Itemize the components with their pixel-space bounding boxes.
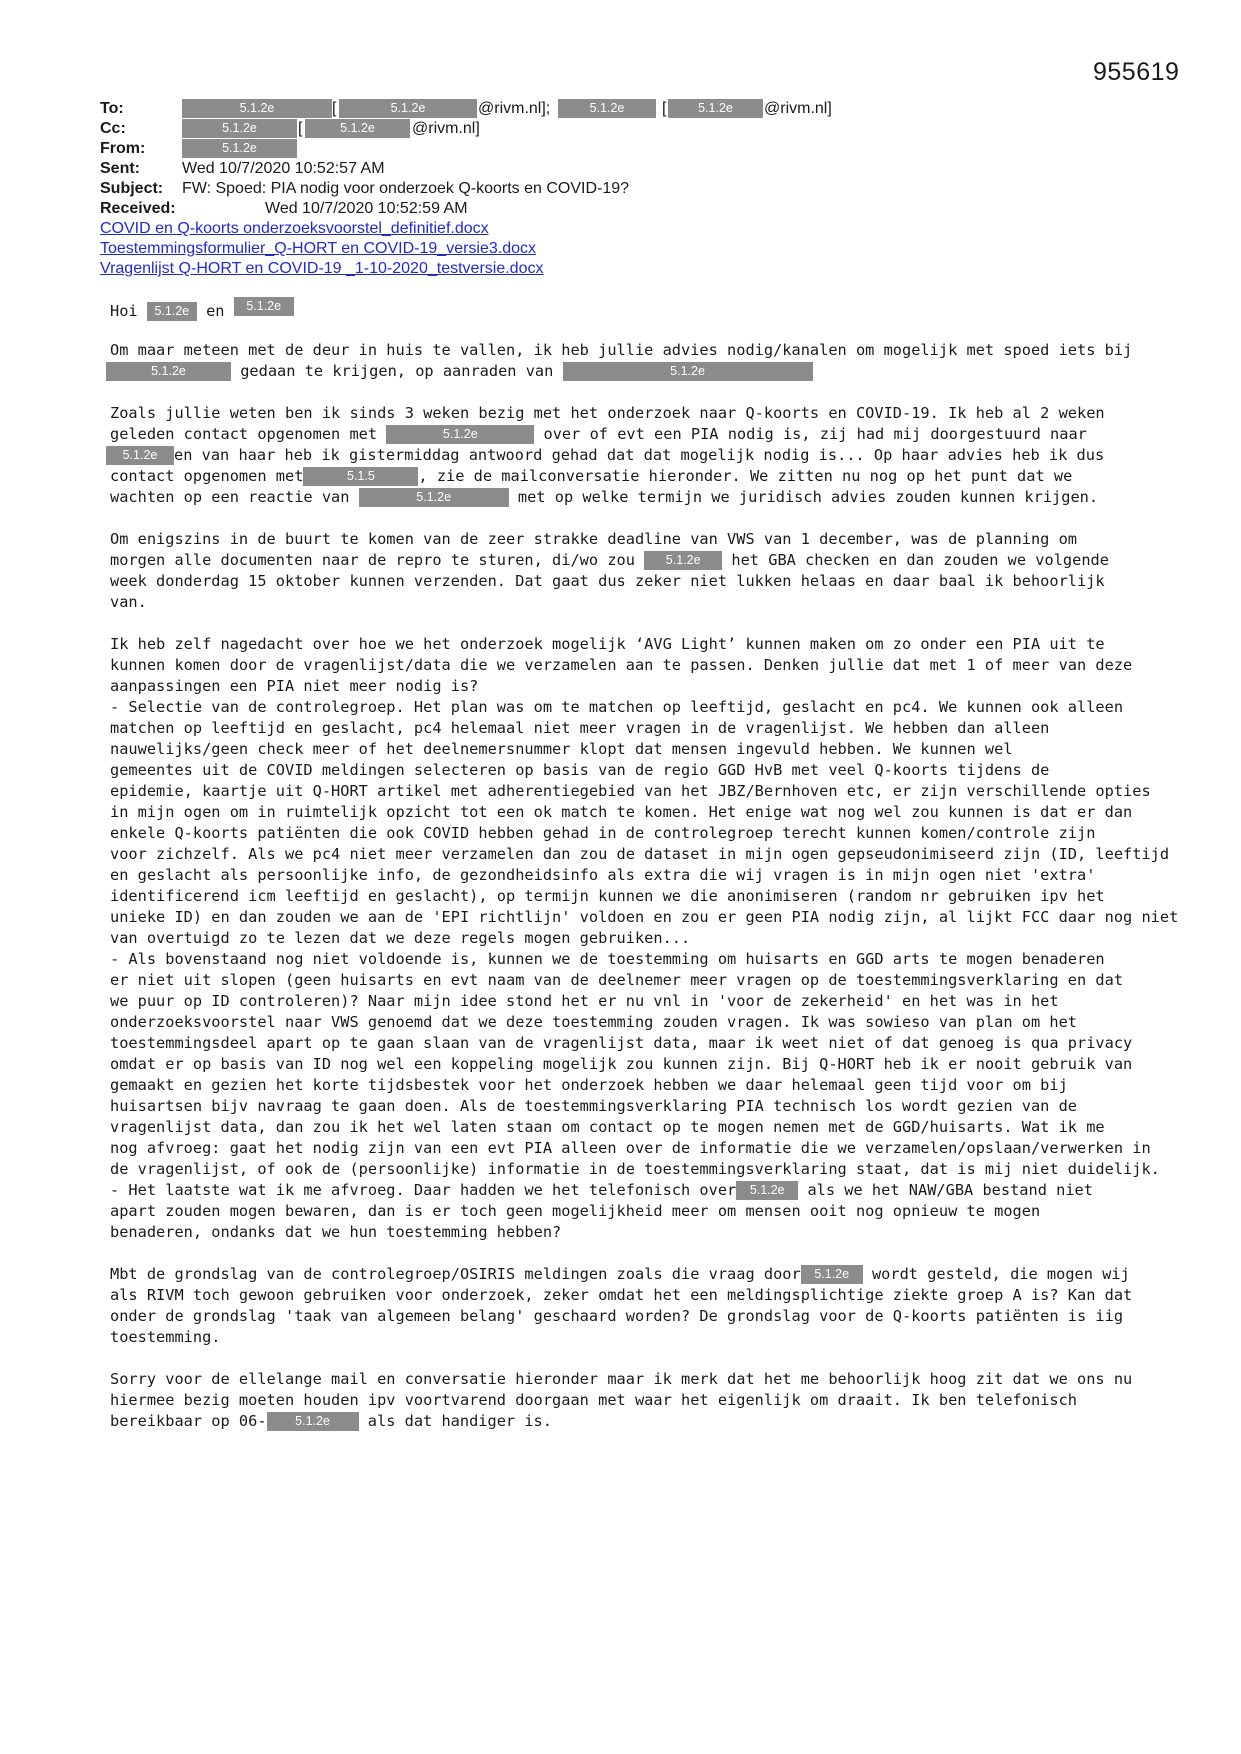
text-line: Sorry voor de ellelange mail en conversatie hieronder maar ik merk dat het me behoorlijk hoog zit dat we ons nu <box>110 1370 1133 1388</box>
greeting-hoi: Hoi <box>110 302 138 320</box>
email-suffix: @rivm.nl]; <box>478 100 551 117</box>
redaction-box: 5.1.2e <box>147 302 197 321</box>
text-line: huisartsen bijv navraag te gaan doen. Als de toestemmingsverklaring PIA technisch los wordt gezien van de <box>110 1097 1077 1115</box>
paragraph-6 <box>110 1369 1140 1432</box>
bracket: [ <box>662 100 667 117</box>
text-line: in mijn ogen om in ruimtelijk opzicht tot een ok match te komen. Het enige wat nog wel zou kunnen is dat er dan <box>110 803 1133 821</box>
redaction-box: 5.1.2e <box>563 362 813 381</box>
bracket: [ <box>332 100 337 117</box>
redaction-box: 5.1.2e <box>182 139 297 158</box>
text-line: unieke ID) en dan zouden we aan de 'EPI richtlijn' voldoen en zou er geen PIA nodig zijn, al lijkt FCC daar nog niet <box>110 908 1179 926</box>
subject-value: FW: Spoed: PIA nodig voor onderzoek Q-koorts en COVID-19? <box>182 180 630 197</box>
from-label: From: <box>100 140 146 157</box>
redaction-box: 5.1.2e <box>386 425 534 444</box>
text-line: toestemmingsdeel apart op te gaan slaan van de vragenlijst data, maar ik weet niet of dat genoeg is qua privacy <box>110 1034 1133 1052</box>
text-line: Om maar meteen met de deur in huis te vallen, ik heb jullie advies nodig/kanalen om mogelijk met spoed iets bij <box>110 341 1133 359</box>
redaction-box: 5.1.2e <box>267 1412 359 1431</box>
redaction-box: 5.1.2e <box>339 99 477 118</box>
paragraph-3 <box>110 529 1140 613</box>
greeting <box>110 297 1140 318</box>
text-segment: met op welke termijn we juridisch advies zouden kunnen krijgen. <box>517 488 1099 506</box>
text-line: - Selectie van de controlegroep. Het plan was om te matchen op leeftijd, geslacht en pc4. We kunnen ook alleen <box>110 698 1124 716</box>
text-line: epidemie, kaartje uit Q-HORT artikel met adherentiegebied van het JBZ/Bernhoven etc, er zijn verschillende opties <box>110 782 1151 800</box>
subject-label: Subject: <box>100 180 164 197</box>
cc-line <box>100 120 480 138</box>
paragraph-5 <box>110 1264 1140 1348</box>
paragraph-1 <box>110 340 1140 382</box>
attachment-link[interactable]: Vragenlijst Q-HORT en COVID-19 _1-10-2020_testversie.docx <box>100 260 544 277</box>
text-line: matchen op leeftijd en geslacht, pc4 helemaal niet meer vragen in de vragenlijst. We hebben dan alleen <box>110 719 1050 737</box>
received-line <box>100 200 468 218</box>
text-line: van. <box>110 593 147 611</box>
text-line: er niet uit slopen (geen huisarts en evt naam van de deelnemer meer vragen op de toestemmingsverklaring en dat <box>110 971 1124 989</box>
email-suffix: @rivm.nl] <box>764 100 832 117</box>
text-segment: als dat handiger is. <box>367 1412 552 1430</box>
to-line <box>100 100 832 118</box>
text-segment: geleden contact opgenomen met <box>110 425 378 443</box>
redaction-box: 5.1.2e <box>644 551 722 570</box>
text-line: voor zichzelf. Als we pc4 niet meer verzamelen dan zou de dataset in mijn ogen gepseudonimiseerd zijn (ID, leeftijd <box>110 845 1170 863</box>
text-line: week donderdag 15 oktober kunnen verzenden. Dat gaat dus zeker niet lukken helaas en daar baal ik behoorlijk <box>110 572 1105 590</box>
text-line: vragenlijst data, dan zou ik het wel laten staan om contact op te mogen nemen met de GGD/huisarts. Wat ik me <box>110 1118 1105 1136</box>
text-line: omdat er op basis van ID nog wel een koppeling mogelijk zou kunnen zijn. Bij Q-HORT heb ik er nooit gebruik van <box>110 1055 1133 1073</box>
text-line: gemeentes uit de COVID meldingen selecteren op basis van de regio GGD HvB met veel Q-koorts tijdens de <box>110 761 1050 779</box>
email-suffix: @rivm.nl] <box>412 120 480 137</box>
sent-value: Wed 10/7/2020 10:52:57 AM <box>182 160 385 177</box>
redaction-box: 5.1.2e <box>106 446 174 465</box>
sent-line <box>100 160 385 178</box>
text-segment: over of evt een PIA nodig is, zij had mij doorgestuurd naar <box>543 425 1087 443</box>
sent-label: Sent: <box>100 160 140 177</box>
bracket: [ <box>298 120 303 137</box>
text-segment: en van haar heb ik gistermiddag antwoord gehad dat dat mogelijk nodig is... Op haar advies heb ik dus <box>174 446 1105 464</box>
text-line: en geslacht als persoonlijke info, de gezondheidsinfo als extra die wij vragen is in mijn ogen niet 'extra' <box>110 866 1096 884</box>
received-label: Received: <box>100 200 176 217</box>
text-line: onder de grondslag 'taak van algemeen belang' geschaard worden? De grondslag voor de Q-koorts patiënten is iig <box>110 1307 1124 1325</box>
received-value: Wed 10/7/2020 10:52:59 AM <box>265 200 468 217</box>
redaction-box: 5.1.2e <box>801 1265 863 1284</box>
redaction-box: 5.1.2e <box>182 99 332 118</box>
text-segment: wachten op een reactie van <box>110 488 350 506</box>
redaction-box: 5.1.2e <box>558 99 656 118</box>
text-line: enkele Q-koorts patiënten die ook COVID hebben gehad in de controlegroep terecht kunnen komen/controle zijn <box>110 824 1096 842</box>
text-line: nauwelijks/geen check meer of het deelnemersnummer klopt dat mensen ingevuld hebben. We kunnen wel <box>110 740 1013 758</box>
text-line: Om enigszins in de buurt te komen van de zeer strakke deadline van VWS van 1 december, was de planning om <box>110 530 1077 548</box>
text-line: hiermee bezig moeten houden ipv voortvarend doorgaan met waar het eigenlijk om draait. Ik ben telefonisch <box>110 1391 1077 1409</box>
text-line: - Als bovenstaand nog niet voldoende is, kunnen we de toestemming om huisarts en GGD arts te mogen benaderen <box>110 950 1105 968</box>
text-line: gemaakt en gezien het korte tijdsbestek voor het onderzoek hebben we daar helemaal geen tijd voor om bij <box>110 1076 1068 1094</box>
redaction-box: 5.1.2e <box>234 297 294 316</box>
attachment-link[interactable]: COVID en Q-koorts onderzoeksvoorstel_definitief.docx <box>100 220 489 237</box>
attachment-link[interactable]: Toestemmingsformulier_Q-HORT en COVID-19_versie3.docx <box>100 240 537 257</box>
cc-label: Cc: <box>100 120 126 137</box>
subject-line <box>100 180 630 198</box>
text-line: de vragenlijst, of ook de (persoonlijke) informatie in de toestemmingsverklaring staat, dat is mij niet duidelijk. <box>110 1160 1160 1178</box>
from-line <box>100 140 257 158</box>
text-line: identificerend icm leeftijd en geslacht), op termijn kunnen we die anonimiseren (random nr gebruiken ipv het <box>110 887 1105 905</box>
text-segment: Mbt de grondslag van de controlegroep/OSIRIS meldingen zoals die vraag door <box>110 1265 801 1283</box>
paragraph-2 <box>110 403 1140 508</box>
text-line: onderzoeksvoorstel naar VWS genoemd dat we deze toestemming zouden vragen. Ik was sowieso van plan om het <box>110 1013 1077 1031</box>
paragraph-4 <box>110 634 1179 1243</box>
text-segment: het GBA checken en dan zouden we volgende <box>731 551 1109 569</box>
text-segment: contact opgenomen met <box>110 467 304 485</box>
text-line: kunnen komen door de vragenlijst/data die we verzamelen aan te passen. Denken jullie dat met 1 of meer van deze <box>110 656 1133 674</box>
text-line: als RIVM toch gewoon gebruiken voor onderzoek, zeker omdat het een meldingsplichtige ziekte groep A is? Kan dat <box>110 1286 1133 1304</box>
text-segment: morgen alle documenten naar de repro te sturen, di/wo zou <box>110 551 635 569</box>
text-line: toestemming. <box>110 1328 221 1346</box>
text-line: van overtuigd zo te lezen dat we deze regels mogen gebruiken... <box>110 929 691 947</box>
text-segment: bereikbaar op 06- <box>110 1412 267 1430</box>
text-segment: als we het NAW/GBA bestand niet <box>807 1181 1093 1199</box>
text-segment: - Het laatste wat ik me afvroeg. Daar hadden we het telefonisch over <box>110 1181 737 1199</box>
text-line: aanpassingen een PIA niet meer nodig is? <box>110 677 479 695</box>
text-line: Zoals jullie weten ben ik sinds 3 weken bezig met het onderzoek naar Q-koorts en COVID-19. Ik heb al 2 weken <box>110 404 1105 422</box>
greeting-en: en <box>206 302 225 320</box>
redaction-box: 5.1.2e <box>106 362 231 381</box>
text-segment: gedaan te krijgen, op aanraden van <box>240 362 554 380</box>
text-segment: , zie de mailconversatie hieronder. We zitten nu nog op het punt dat we <box>418 467 1073 485</box>
text-line: apart zouden mogen bewaren, dan is er toch geen mogelijkheid meer om mensen ooit nog opnieuw te mogen <box>110 1202 1041 1220</box>
redaction-box: 5.1.2e <box>305 119 410 138</box>
text-segment: wordt gesteld, die mogen wij <box>871 1265 1130 1283</box>
redaction-box: 5.1.5 <box>303 467 418 486</box>
document-number: 955619 <box>1093 58 1180 86</box>
redaction-box: 5.1.2e <box>736 1181 798 1200</box>
text-line: nog afvroeg: gaat het nodig zijn van een evt PIA alleen over de informatie die we verzamelen/opslaan/verwerken in <box>110 1139 1151 1157</box>
text-line: Ik heb zelf nagedacht over hoe we het onderzoek mogelijk ‘AVG Light’ kunnen maken om zo onder een PIA uit te <box>110 635 1105 653</box>
to-label: To: <box>100 100 124 117</box>
text-line: benaderen, ondanks dat we hun toestemming hebben? <box>110 1223 562 1241</box>
redaction-box: 5.1.2e <box>668 99 763 118</box>
text-line: we puur op ID controleren)? Naar mijn idee stond het er nu vnl in 'voor de zekerheid' en het was in het <box>110 992 1059 1010</box>
redaction-box: 5.1.2e <box>359 488 509 507</box>
redaction-box: 5.1.2e <box>182 119 297 138</box>
